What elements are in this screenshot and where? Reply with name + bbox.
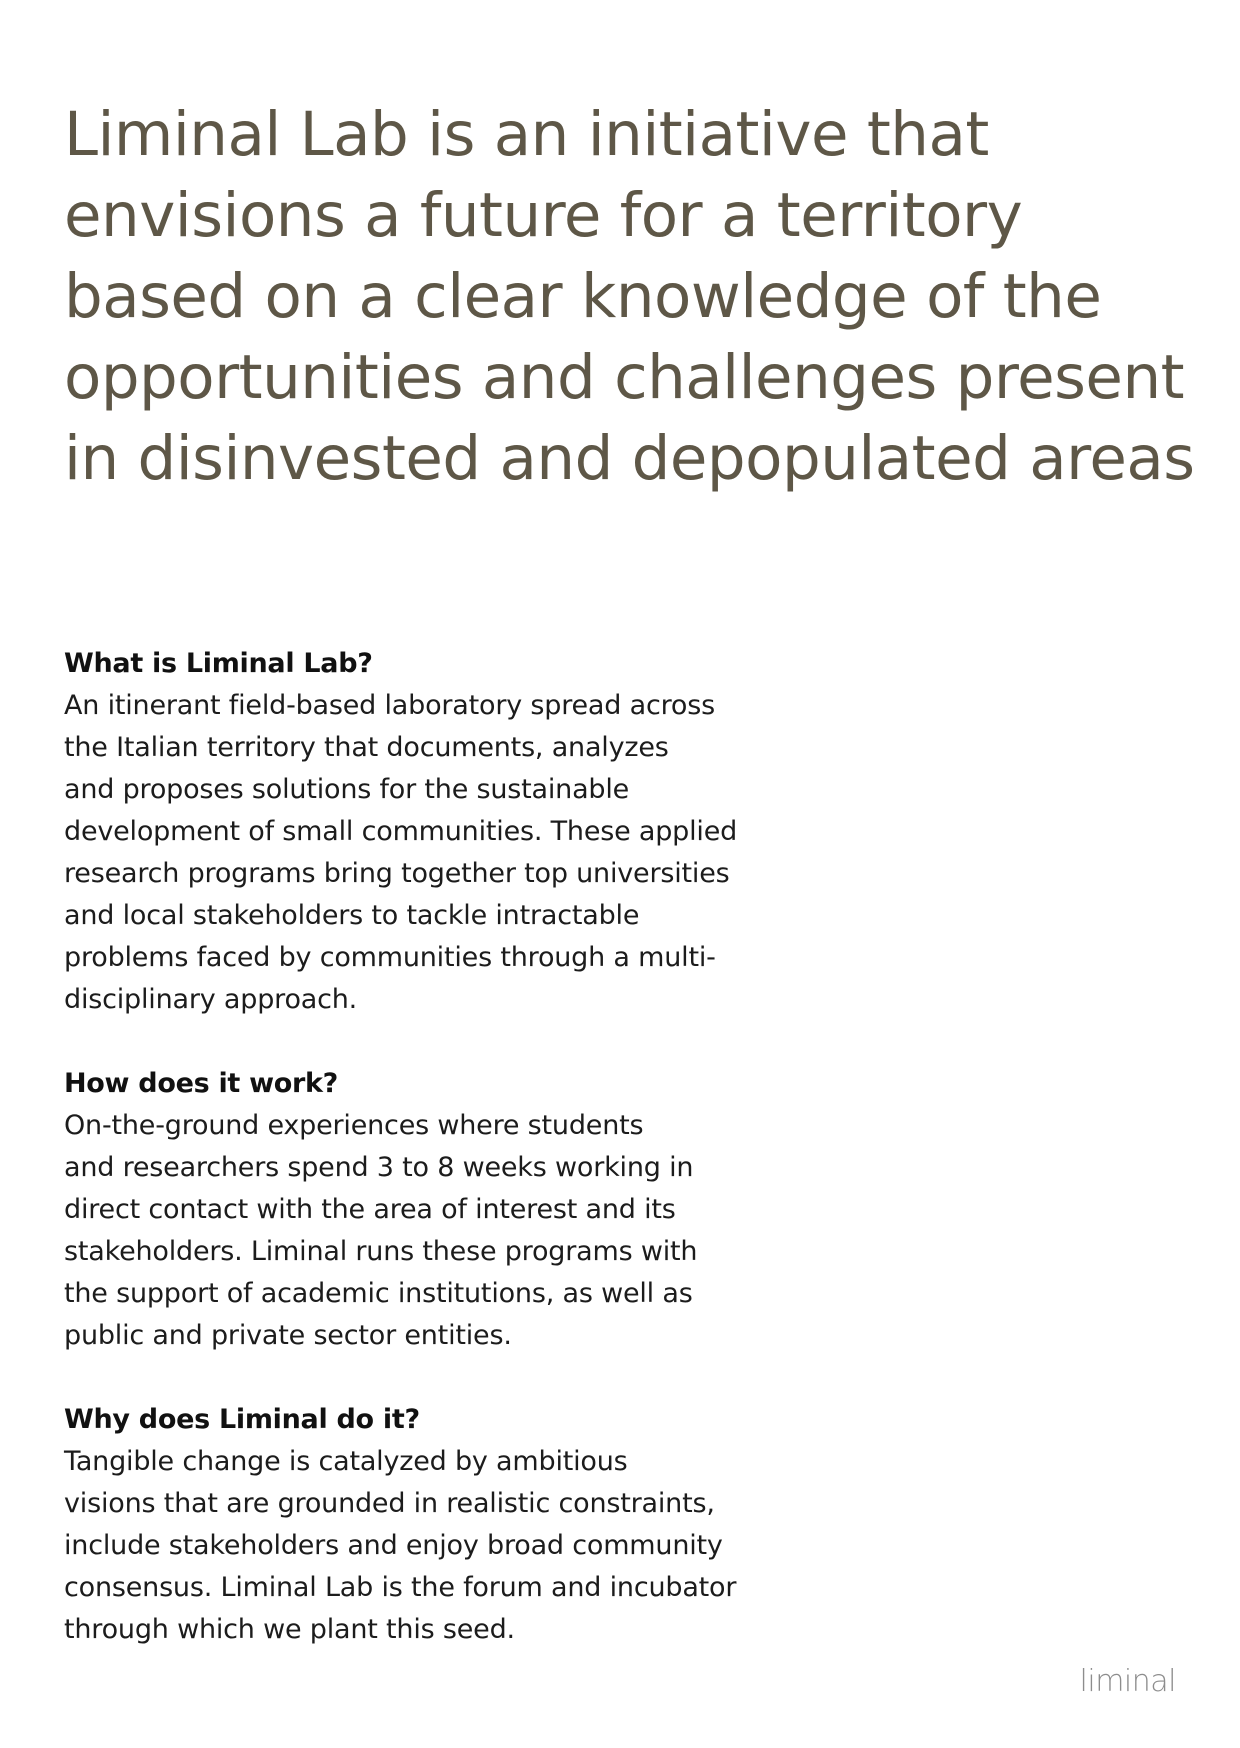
paragraph-line: direct contact with the area of interest and its [64,1194,676,1225]
content-body [64,643,824,1693]
section-paragraph [64,1105,824,1357]
section-paragraph [64,685,824,1021]
paragraph-line: problems faced by communities through a multi- [64,942,716,973]
paragraph-line: Tangible change is catalyzed by ambitious [64,1446,628,1477]
paragraph-line: development of small communities. These applied [64,816,738,847]
paragraph-line: and researchers spend 3 to 8 weeks working in [64,1152,694,1183]
headline-line: envisions a future for a territory [64,180,1023,251]
paragraph-line: the Italian territory that documents, analyzes [64,732,669,763]
headline-line: in disinvested and depopulated areas [64,423,1195,494]
section-paragraph [64,1441,824,1651]
paragraph-line: An itinerant field-based laboratory spread across [64,690,715,721]
paragraph-line: through which we plant this seed. [64,1614,515,1645]
headline-line: opportunities and challenges present [64,342,1185,413]
paragraph-line: include stakeholders and enjoy broad community [64,1530,723,1561]
paragraph-line: visions that are grounded in realistic constraints, [64,1488,715,1519]
paragraph-line: disciplinary approach. [64,984,358,1015]
headline-line: Liminal Lab is an initiative that [64,99,989,170]
paragraph-line: consensus. Liminal Lab is the forum and incubator [64,1572,737,1603]
headline-line: based on a clear knowledge of the [64,261,1102,332]
paragraph-line: public and private sector entities. [64,1320,512,1351]
paragraph-line: the support of academic institutions, as well as [64,1278,693,1309]
section-how-it-works [64,1063,824,1357]
liminal-logo: liminal [1079,1664,1176,1699]
paragraph-line: and local stakeholders to tackle intractable [64,900,640,931]
section-why [64,1399,824,1651]
paragraph-line: and proposes solutions for the sustainable [64,774,630,805]
section-heading: What is Liminal Lab? [64,648,373,679]
section-what-is [64,643,824,1021]
section-heading: How does it work? [64,1068,339,1099]
page-headline [64,94,1214,499]
paragraph-line: research programs bring together top universities [64,858,730,889]
section-heading: Why does Liminal do it? [64,1404,420,1435]
paragraph-line: On-the-ground experiences where students [64,1110,644,1141]
paragraph-line: stakeholders. Liminal runs these programs with [64,1236,698,1267]
